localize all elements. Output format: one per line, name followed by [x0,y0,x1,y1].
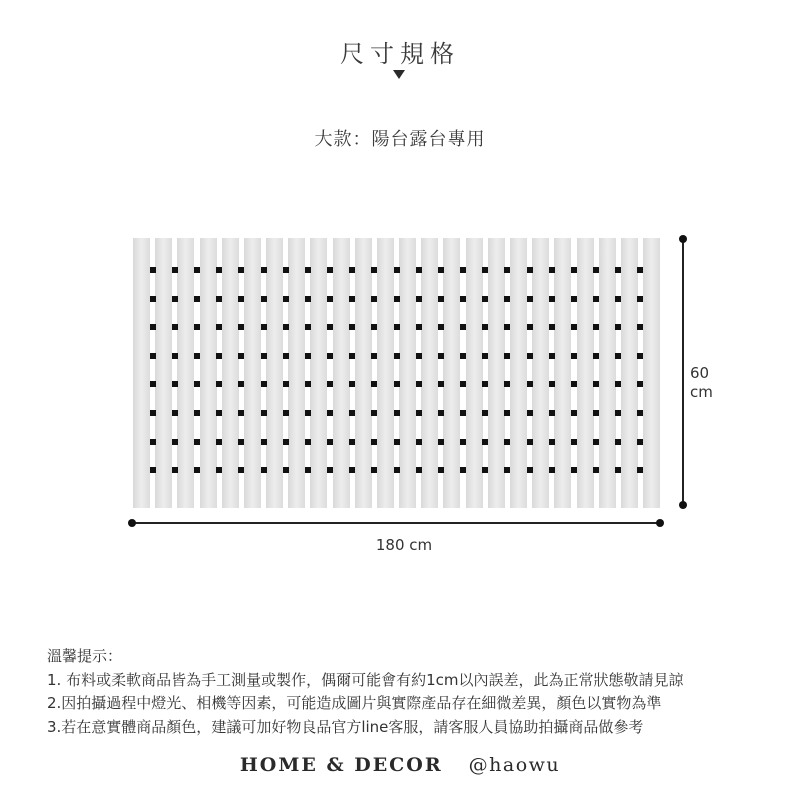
mat-hole [371,296,377,302]
mat-hole [238,353,244,359]
mat-hole [305,381,311,387]
mat-hole [349,324,355,330]
mat-hole [172,267,178,273]
mat-hole [593,267,599,273]
mat-hole [527,267,533,273]
mat-hole [593,381,599,387]
dimension-endpoint-dot [679,235,687,243]
mat-hole [194,439,200,445]
mat-slat [577,238,594,508]
dimension-endpoint-dot [679,501,687,509]
mat-hole [438,381,444,387]
mat-hole [593,296,599,302]
mat-hole [261,381,267,387]
mat-hole [194,410,200,416]
mat-hole [438,267,444,273]
notes-section [47,645,684,739]
height-dimension-label [690,364,713,402]
mat-hole [615,267,621,273]
mat-hole [549,439,555,445]
mat-hole [327,324,333,330]
mat-hole [637,296,643,302]
mat-hole [438,324,444,330]
mat-hole [349,410,355,416]
mat-hole [283,267,289,273]
down-triangle-icon [393,70,405,79]
mat-hole [571,324,577,330]
mat-hole [305,467,311,473]
mat-hole [637,353,643,359]
mat-hole [305,267,311,273]
mat-hole [438,467,444,473]
mat-slat [443,238,460,508]
mat-hole [593,439,599,445]
mat-hole [504,381,510,387]
mat-hole [460,324,466,330]
mat-slat [177,238,194,508]
mat-slat [200,238,217,508]
width-dimension-label: 180 cm [375,536,433,554]
mat-hole [261,410,267,416]
mat-slat [244,238,261,508]
mat-hole [238,324,244,330]
mat-hole [571,296,577,302]
mat-hole [593,410,599,416]
mat-slat [532,238,549,508]
mat-hole [305,296,311,302]
width-dimension-line [132,522,661,524]
mat-hole [327,439,333,445]
mat-hole [216,324,222,330]
mat-hole [460,439,466,445]
mat-hole [637,439,643,445]
mat-hole [549,324,555,330]
mat-hole [305,353,311,359]
height-dimension-line [682,239,684,505]
mat-hole [394,324,400,330]
mat-hole [216,410,222,416]
mat-hole [482,324,488,330]
mat-hole [283,467,289,473]
mat-hole [327,410,333,416]
mat-hole [283,324,289,330]
mat-hole [150,467,156,473]
mat-hole [261,267,267,273]
mat-hole [460,267,466,273]
mat-slat [288,238,305,508]
mat-hole [172,381,178,387]
mat-hole [327,353,333,359]
mat-hole [349,381,355,387]
mat-hole [238,296,244,302]
mat-hole [327,381,333,387]
mat-hole [216,353,222,359]
mat-hole [460,381,466,387]
mat-hole [150,296,156,302]
mat-hole [549,467,555,473]
mat-hole [305,410,311,416]
mat-hole [238,439,244,445]
mat-hole [305,439,311,445]
page-title: 尺寸規格 [340,40,460,68]
mat-hole [194,353,200,359]
mat-slat [310,238,327,508]
mat-hole [637,267,643,273]
mat-hole [327,267,333,273]
dimension-endpoint-dot [128,519,136,527]
mat-hole [527,353,533,359]
mat-hole [460,410,466,416]
mat-hole [527,324,533,330]
mat-hole [527,381,533,387]
mat-hole [194,381,200,387]
mat-hole [394,410,400,416]
mat-hole [571,353,577,359]
mat-hole [460,353,466,359]
mat-hole [438,296,444,302]
mat-hole [327,467,333,473]
mat-hole [238,410,244,416]
mat-hole [637,467,643,473]
mat-hole [371,324,377,330]
mat-hole [504,324,510,330]
mat-hole [593,324,599,330]
mat-hole [482,353,488,359]
mat-hole [371,439,377,445]
mat-hole [504,353,510,359]
mat-hole [504,467,510,473]
mat-hole [571,410,577,416]
mat-hole [261,296,267,302]
mat-hole [150,324,156,330]
mat-hole [593,353,599,359]
mat-hole [371,410,377,416]
mat-slat [266,238,283,508]
mat-hole [615,439,621,445]
mat-hole [504,439,510,445]
mat-hole [615,353,621,359]
mat-hole [150,439,156,445]
mat-slat [133,238,150,508]
height-value: 60 [690,364,710,382]
mat-hole [527,296,533,302]
mat-hole [527,439,533,445]
brand-handle: @haowu [468,754,561,776]
mat-hole [371,381,377,387]
mat-hole [549,410,555,416]
mat-hole [349,267,355,273]
mat-hole [172,467,178,473]
mat-hole [438,353,444,359]
mat-hole [261,324,267,330]
notes-heading: 溫馨提示： [47,647,123,665]
mat-slat [621,238,638,508]
mat-hole [216,267,222,273]
mat-hole [172,324,178,330]
mat-hole [571,381,577,387]
mat-hole [283,381,289,387]
mat-hole [172,296,178,302]
mat-hole [194,324,200,330]
mat-hole [504,410,510,416]
note-item: 2.因拍攝過程中燈光、相機等因素，可能造成圖片與實際產品存在細微差異，顏色以實物為準 [47,694,662,712]
mat-hole [349,439,355,445]
mat-slat [466,238,483,508]
mat-slat [554,238,571,508]
mat-hole [637,410,643,416]
mat-hole [150,410,156,416]
mat-hole [416,267,422,273]
dimension-endpoint-dot [656,519,664,527]
mat-hole [283,353,289,359]
mat-hole [527,467,533,473]
mat-hole [216,467,222,473]
mat-hole [394,353,400,359]
mat-slat [377,238,394,508]
mat-hole [549,296,555,302]
mat-hole [238,267,244,273]
mat-hole [216,381,222,387]
mat-hole [438,410,444,416]
mat-hole [283,439,289,445]
mat-slat [510,238,527,508]
mat-hole [549,353,555,359]
mat-hole [549,381,555,387]
mat-slat [488,238,505,508]
mat-hole [460,296,466,302]
mat-hole [615,324,621,330]
mat-hole [150,267,156,273]
mat-hole [416,353,422,359]
mat-hole [438,439,444,445]
mat-hole [482,296,488,302]
mat-hole [349,296,355,302]
mat-slat [333,238,350,508]
mat-slat [421,238,438,508]
mat-hole [261,353,267,359]
mat-hole [593,467,599,473]
mat-hole [261,467,267,473]
note-item: 3.若在意實體商品顏色，建議可加好物良品官方line客服，請客服人員協助拍攝商品做參考 [47,717,644,736]
mat-hole [327,296,333,302]
mat-hole [615,296,621,302]
mat-hole [482,381,488,387]
mat-hole [194,267,200,273]
mat-hole [371,467,377,473]
mat-hole [482,267,488,273]
mat-slat [155,238,172,508]
mat-hole [194,467,200,473]
mat-hole [238,381,244,387]
note-item: 1. 布料或柔軟商品皆為手工測量或製作，偶爾可能會有約1cm以內誤差，此為正常狀態敬請見諒 [47,670,684,689]
page-subtitle: 大款：陽台露台專用 [314,129,486,150]
mat-hole [571,439,577,445]
mat-hole [172,353,178,359]
mat-hole [172,410,178,416]
mat-hole [615,410,621,416]
brand-name: HOME & DECOR [239,754,443,776]
slatted-floor-mat-image [133,238,660,508]
mat-hole [416,296,422,302]
mat-hole [615,381,621,387]
mat-slat [599,238,616,508]
mat-slat [355,238,372,508]
mat-hole [615,467,621,473]
mat-hole [637,324,643,330]
mat-hole [216,296,222,302]
mat-hole [261,439,267,445]
mat-hole [460,467,466,473]
mat-slat [399,238,416,508]
mat-hole [349,353,355,359]
mat-hole [416,381,422,387]
mat-slat [643,238,660,508]
mat-hole [416,439,422,445]
mat-hole [283,410,289,416]
mat-hole [394,267,400,273]
mat-hole [394,381,400,387]
mat-hole [482,439,488,445]
height-unit: cm [690,383,713,401]
mat-hole [637,381,643,387]
mat-hole [172,439,178,445]
mat-hole [549,267,555,273]
mat-hole [216,439,222,445]
mat-hole [305,324,311,330]
mat-hole [194,296,200,302]
mat-hole [394,296,400,302]
footer-brand [0,754,800,776]
mat-slat [222,238,239,508]
mat-hole [150,381,156,387]
mat-hole [416,410,422,416]
mat-hole [416,324,422,330]
mat-hole [283,296,289,302]
mat-hole [416,467,422,473]
mat-hole [371,267,377,273]
mat-hole [150,353,156,359]
mat-hole [482,467,488,473]
mat-hole [394,467,400,473]
mat-hole [571,467,577,473]
mat-hole [527,410,533,416]
mat-hole [504,267,510,273]
mat-hole [571,267,577,273]
mat-hole [238,467,244,473]
mat-hole [394,439,400,445]
mat-hole [482,410,488,416]
mat-hole [349,467,355,473]
mat-hole [371,353,377,359]
mat-hole [504,296,510,302]
